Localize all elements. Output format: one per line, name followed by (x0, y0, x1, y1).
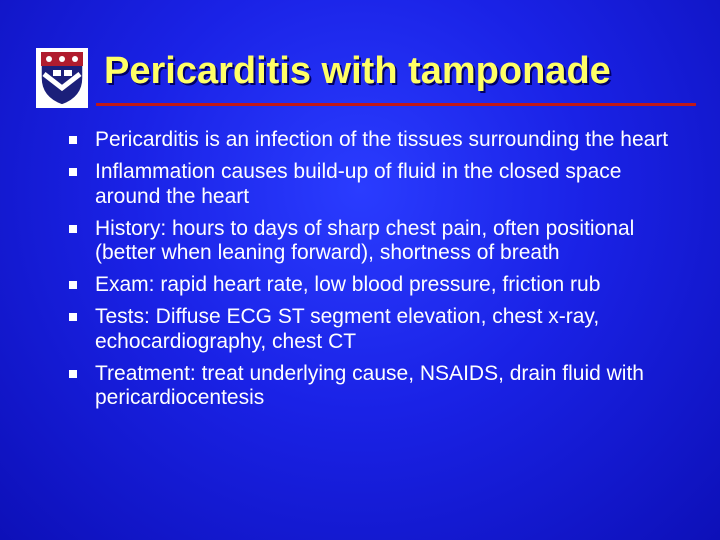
bullet-text: Exam: rapid heart rate, low blood pressure, friction rub (95, 273, 601, 296)
bullet-text: Tests: Diffuse ECG ST segment elevation, chest x-ray, echocardiography, chest CT (95, 305, 600, 353)
square-bullet-icon (69, 136, 77, 144)
bullet-text: Treatment: treat underlying cause, NSAIDS, drain fluid with pericardiocentesis (95, 361, 644, 409)
bullet-text: Inflammation causes build-up of fluid in the closed space around the heart (95, 160, 622, 208)
bullet-item (66, 273, 676, 298)
square-bullet-icon (69, 281, 77, 289)
square-bullet-icon (69, 313, 77, 321)
bullet-item (66, 160, 676, 209)
square-bullet-icon (69, 168, 77, 176)
bullet-text: Pericarditis is an infection of the tissues surrounding the heart (95, 128, 669, 151)
bullet-item (66, 362, 676, 411)
slide-title: Pericarditis with tamponade (104, 50, 611, 92)
square-bullet-icon (69, 370, 77, 378)
bullet-item (66, 128, 676, 153)
bullet-list (66, 128, 676, 418)
university-shield-icon (36, 48, 88, 108)
bullet-item (66, 305, 676, 354)
bullet-text: History: hours to days of sharp chest pain, often positional (better when leaning forward), shortness of breath (95, 216, 635, 264)
title-underline (96, 103, 696, 106)
square-bullet-icon (69, 225, 77, 233)
bullet-item (66, 217, 676, 266)
